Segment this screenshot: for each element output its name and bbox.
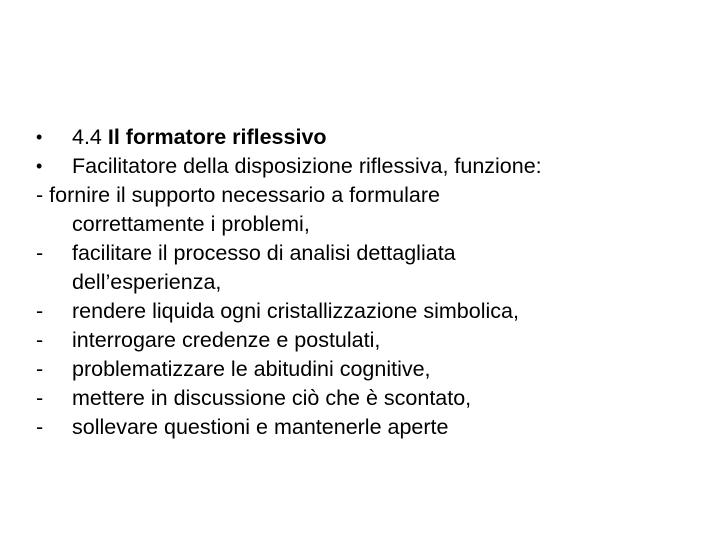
list-item-text: rendere liquida ogni cristallizzazione simbolica, xyxy=(72,299,519,323)
list-item-text: fornire il supporto necessario a formulare xyxy=(49,183,440,207)
section-title: Il formatore riflessivo xyxy=(107,125,327,149)
dash-marker: - xyxy=(36,328,44,352)
list-item xyxy=(36,413,686,442)
bullet-intro xyxy=(36,152,686,181)
bullet-icon: • xyxy=(36,127,43,147)
list-item-continuation xyxy=(36,268,686,297)
dash-marker: - xyxy=(36,386,44,410)
dash-marker: - xyxy=(36,357,44,381)
dash-marker: - xyxy=(36,415,44,439)
dash-marker: - xyxy=(36,299,44,323)
list-item-continuation xyxy=(36,210,686,239)
list-item-text: mettere in discussione ciò che è scontato, xyxy=(72,386,472,410)
bullet-icon: • xyxy=(36,156,43,176)
list-item xyxy=(36,239,686,268)
slide-body xyxy=(36,123,686,442)
intro-text: Facilitatore della disposizione riflessiva, funzione: xyxy=(72,154,542,178)
list-item-text: facilitare il processo di analisi dettagliata xyxy=(72,241,456,265)
list-item xyxy=(36,355,686,384)
list-item xyxy=(36,297,686,326)
list-item xyxy=(36,384,686,413)
list-item-text: problematizzare le abitudini cognitive, xyxy=(72,357,431,381)
list-item xyxy=(36,326,686,355)
list-item-text: dell’esperienza, xyxy=(72,270,222,294)
list-item-text: interrogare credenze e postulati, xyxy=(72,328,381,352)
list-item xyxy=(36,181,686,210)
section-number: 4.4 xyxy=(72,125,108,149)
dash-marker: - xyxy=(36,183,44,207)
list-item-text: correttamente i problemi, xyxy=(72,212,310,236)
bullet-heading xyxy=(36,123,686,152)
list-item-text: sollevare questioni e mantenerle aperte xyxy=(72,415,449,439)
dash-marker: - xyxy=(36,241,44,265)
